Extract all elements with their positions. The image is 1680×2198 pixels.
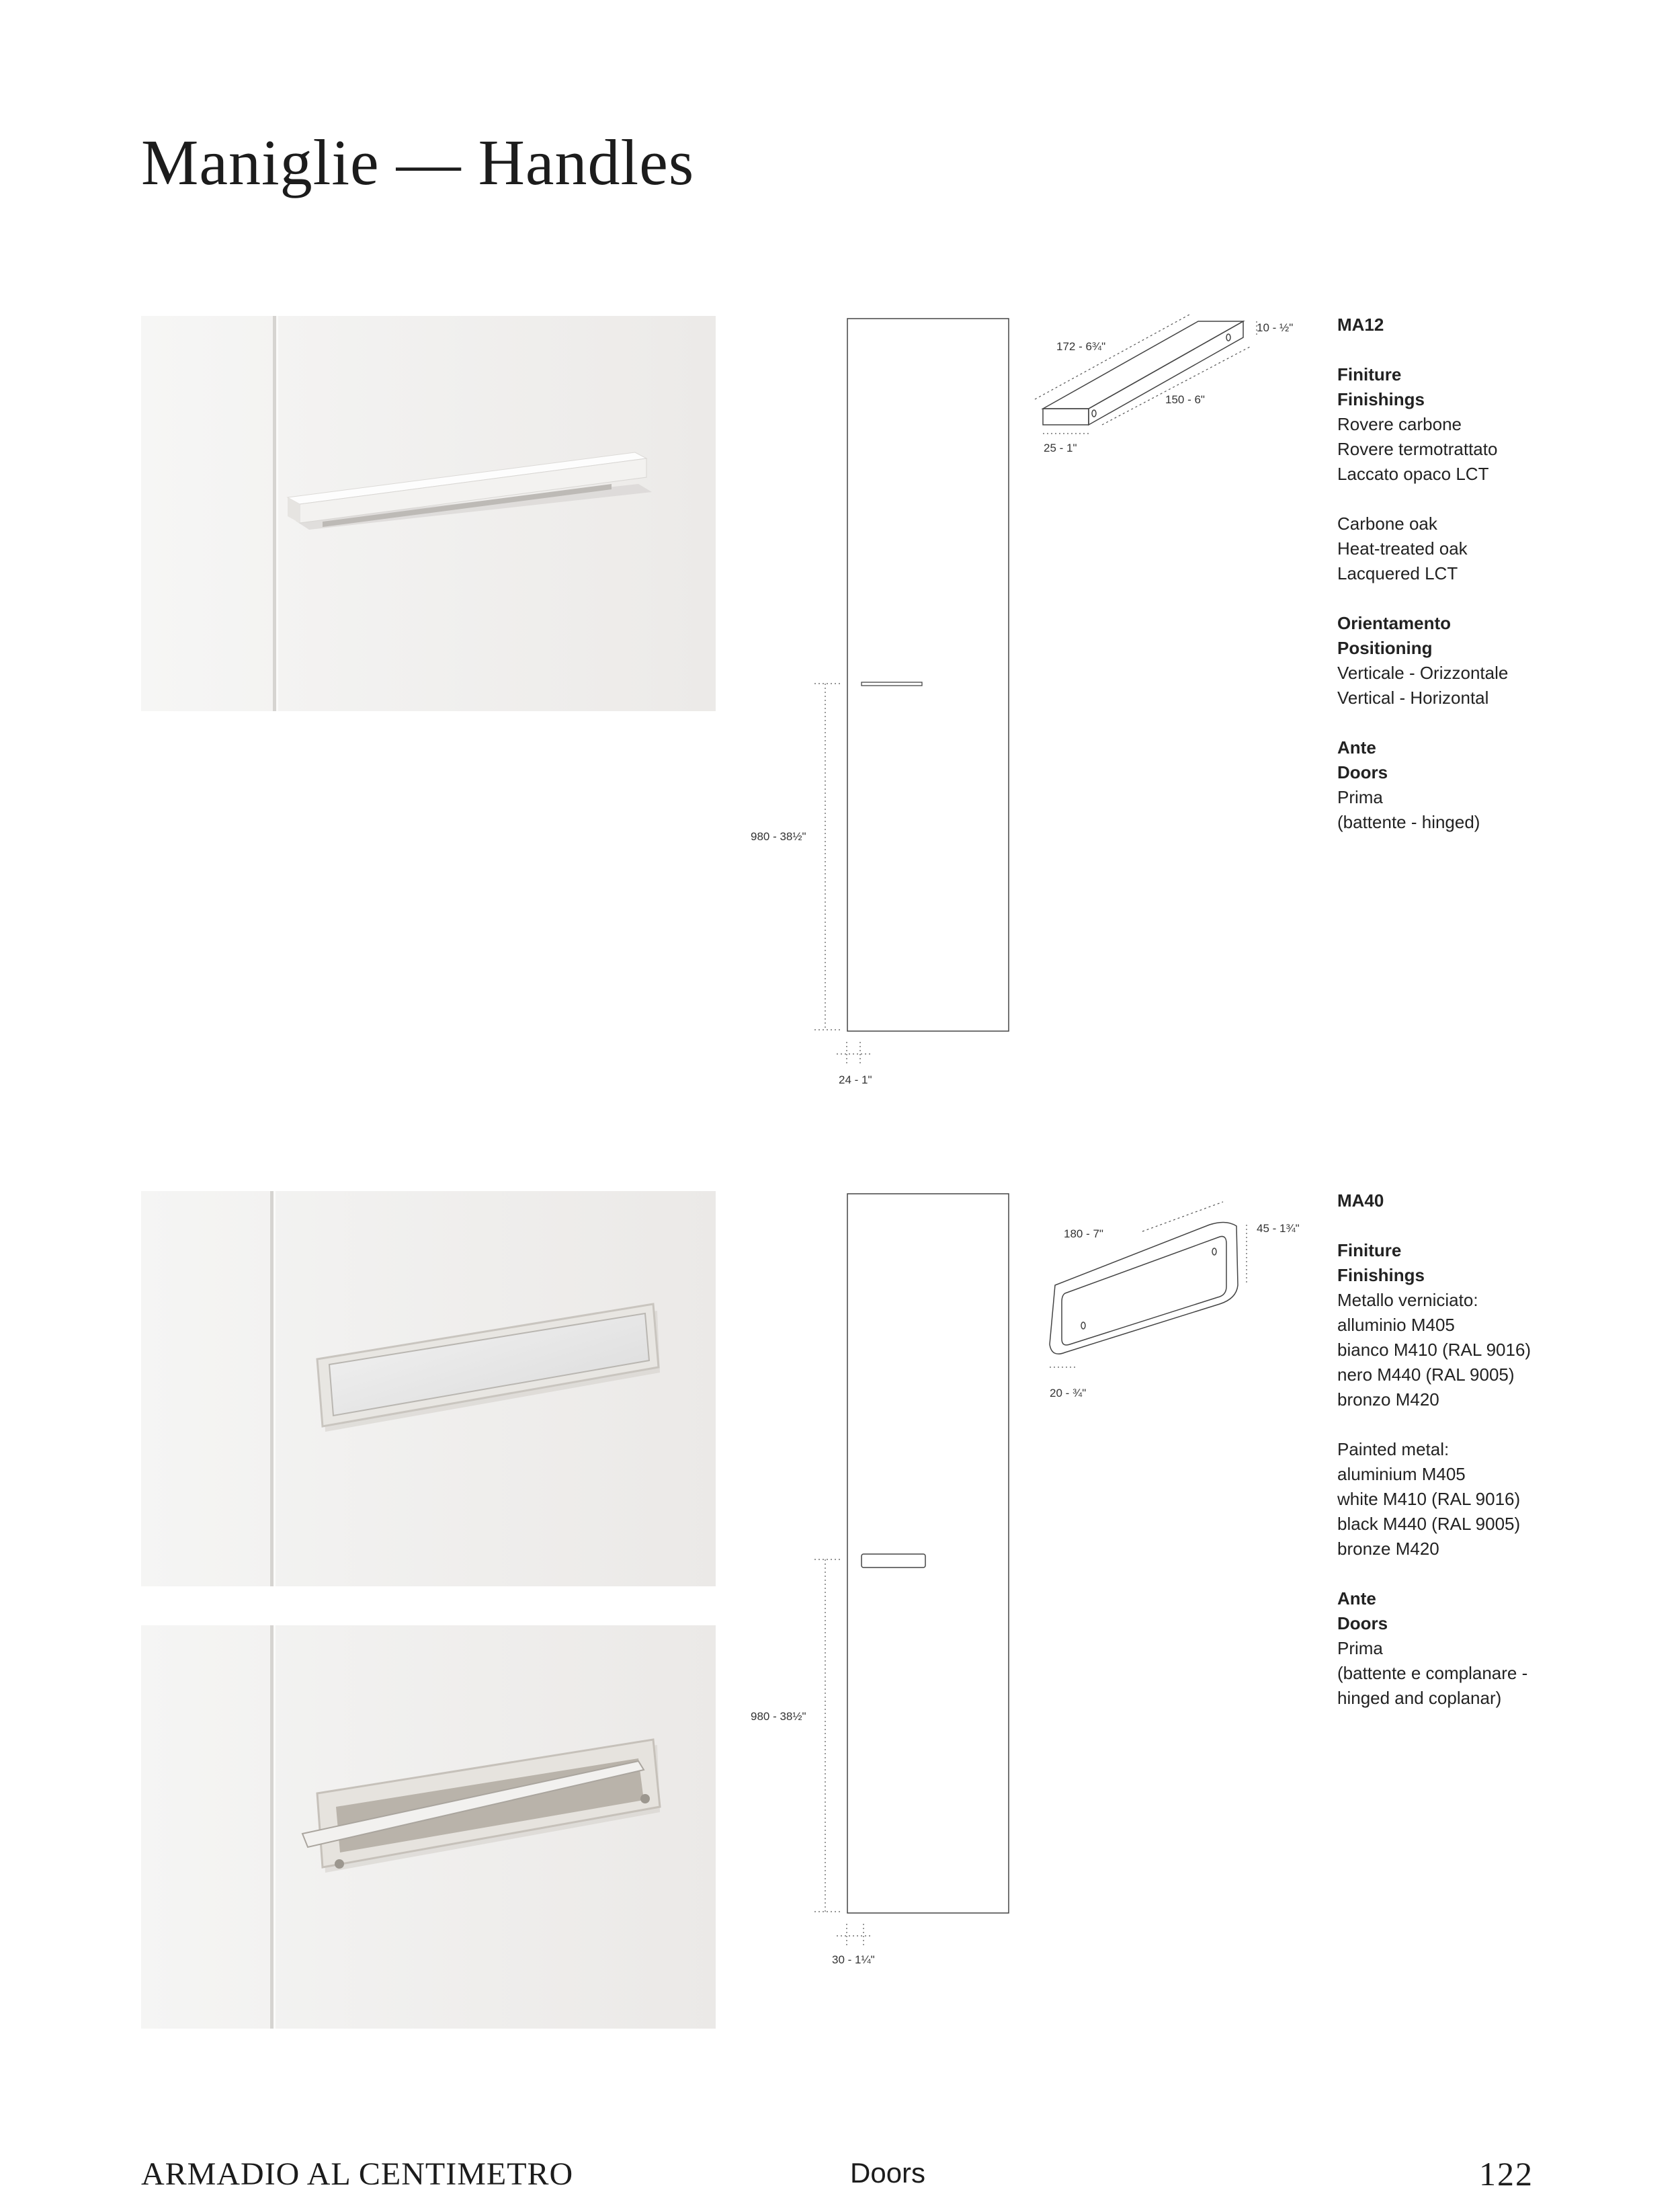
spec-heading: Finiture [1337,364,1402,384]
spec-line: Verticale - Orizzontale [1337,663,1509,683]
spec-line: aluminium M405 [1337,1464,1466,1484]
spec-line: Laccato opaco LCT [1337,464,1489,484]
spec-line: Lacquered LCT [1337,563,1458,583]
dim-depth-ma40: 30 - 1¼" [832,1953,875,1966]
spec-heading: Finiture [1337,1240,1402,1260]
dim-thickness-ma40: 45 - 1¾" [1257,1222,1300,1235]
footer-brand: ARMADIO AL CENTIMETRO [141,2156,574,2192]
product-photo-ma40-open [141,1625,716,2029]
spec-heading: Positioning [1337,638,1433,658]
spec-line: Vertical - Horizontal [1337,688,1489,708]
spec-heading: Finishings [1337,389,1425,409]
dim-width-ma40: 20 - ¾" [1050,1387,1087,1399]
dim-length-ma40: 180 - 7" [1064,1227,1103,1240]
spec-line: (battente e complanare - [1337,1663,1528,1683]
product-code: MA12 [1337,315,1384,335]
handle-iso-ma40 [1050,1222,1238,1354]
dim-width-ma12: 25 - 1" [1044,442,1077,454]
spec-heading: Doors [1337,1613,1388,1633]
door-outline [847,1194,1009,1913]
spec-heading: Finishings [1337,1265,1425,1285]
page-number: 122 [1479,2155,1534,2193]
spec-line: Rovere carbone [1337,414,1462,434]
spec-line: Painted metal: [1337,1439,1450,1459]
spec-line: Prima [1337,1638,1383,1658]
spec-line: (battente - hinged) [1337,812,1480,832]
spec-line: Rovere termotrattato [1337,439,1498,459]
dim-thickness-ma12: 10 - ½" [1257,321,1294,334]
spec-line: bianco M410 (RAL 9016) [1337,1340,1531,1360]
spec-line: Heat-treated oak [1337,538,1468,559]
spec-heading: Ante [1337,737,1376,758]
spec-line: bronze M420 [1337,1539,1439,1559]
dim-inner-ma12: 150 - 6" [1165,393,1205,406]
spec-line: black M440 (RAL 9005) [1337,1514,1521,1534]
product-code: MA40 [1337,1190,1384,1211]
spec-block-ma12 [1337,313,1606,835]
handle-outline [862,682,922,686]
product-photo-ma12 [141,316,716,711]
spec-line: Prima [1337,787,1383,807]
technical-drawing-ma40 [726,1184,1317,1978]
dim-depth-ma12: 24 - 1" [839,1073,872,1086]
spec-line: Carbone oak [1337,514,1437,534]
dim-height-ma12: 980 - 38½" [751,830,806,843]
product-photo-ma40-closed [141,1191,716,1586]
handle-iso-ma12 [1043,321,1243,425]
technical-drawing-ma12 [726,309,1317,1102]
spec-line: nero M440 (RAL 9005) [1337,1365,1515,1385]
spec-heading: Orientamento [1337,613,1452,633]
spec-block-ma40 [1337,1188,1620,1711]
spec-line: bronzo M420 [1337,1389,1439,1410]
dim-length-ma12: 172 - 6¾" [1056,340,1106,353]
door-outline [847,319,1009,1031]
spec-line: white M410 (RAL 9016) [1337,1489,1521,1509]
spec-heading: Ante [1337,1588,1376,1609]
page-title: Maniglie — Handles [141,126,695,198]
spec-heading: Doors [1337,762,1388,782]
spec-line: hinged and coplanar) [1337,1688,1502,1708]
spec-line: Metallo verniciato: [1337,1290,1478,1310]
handle-outline [862,1554,925,1568]
dim-height-ma40: 980 - 38½" [751,1710,806,1723]
spec-line: alluminio M405 [1337,1315,1455,1335]
footer-section: Doors [850,2157,926,2189]
